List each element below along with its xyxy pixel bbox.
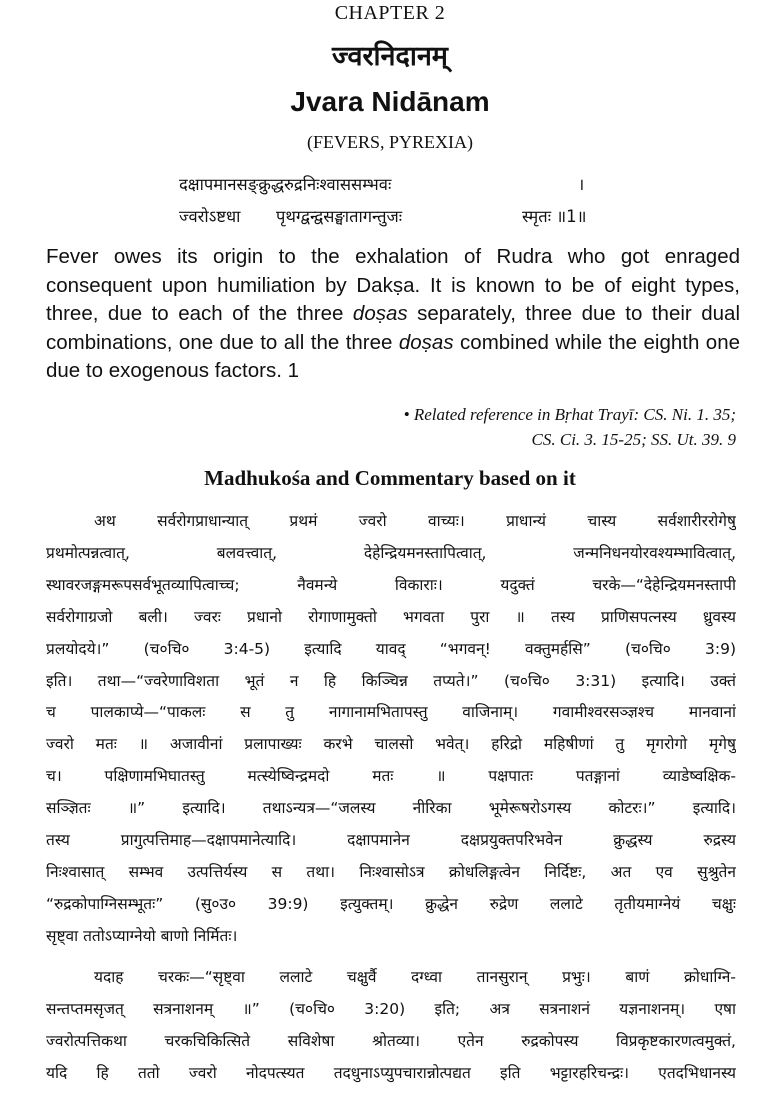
- commentary-line: सृष्ट्वा ततोऽप्याग्नेयो बाणो निर्मितः।: [46, 927, 238, 945]
- verse-line-2-part-c: स्मृतः ॥1॥: [522, 207, 587, 226]
- chapter-subtitle: (FEVERS, PYREXIA): [306, 132, 473, 152]
- verse-translation: [46, 243, 740, 386]
- translation-term-dosas-2: doṣas: [398, 330, 454, 354]
- commentary-line: च। पक्षिणामभिघातस्तु मत्स्येष्विन्द्रमदो मतः ॥ पक्षपातः पतङ्गानां व्याडेष्वक्षिक-: [46, 767, 736, 785]
- commentary-line: स्थावरजङ्गमरूपसर्वभूतव्यापित्वाच्च; नैवमन्ये विकाराः। यदुक्तं चरके—“देहेन्द्रियमनस्तापी: [46, 576, 736, 594]
- commentary-line: प्रथमोत्पन्नत्वात्, बलवत्त्वात्, देहेन्द्रियमनस्तापित्वात्, जन्मनिधनयोरवश्यम्भावित्वात्,: [46, 544, 736, 562]
- commentary-line: सन्तप्तमसृजत् सत्रनाशनम् ॥” (च०चि० 3:20) इति; अत्र सत्रनाशनं यज्ञनाशनम्। एषा: [46, 1000, 736, 1018]
- commentary-heading: Madhukośa and Commentary based on it: [204, 466, 576, 490]
- translation-part-1: Fever owes its origin to the exhalation of Rudra who got enraged consequent upon humiliation by Dakṣa. It is known to be of eight types, three, due to each of the three: [46, 245, 740, 326]
- commentary-line: अथ सर्वरोगप्राधान्यात् प्रथमं ज्वरो वाच्यः। प्राधान्यं चास्य सर्वशारीररोगेषु: [94, 512, 736, 530]
- verse-line-2-part-a: ज्वरोऽष्टधा: [179, 207, 241, 226]
- chapter-title-roman: Jvara Nidānam: [290, 86, 490, 117]
- commentary-line: तस्य प्रागुत्पत्तिमाह—दक्षापमानेत्यादि। दक्षापमानेन दक्षप्रयुक्तपरिभवेन क्रुद्धस्य रुद्रस्य: [46, 831, 736, 849]
- commentary-line: यदाह चरकः—“सृष्ट्वा ललाटे चक्षुर्वै दग्ध्वा तानसुरान् प्रभुः। बाणं क्रोधाग्नि-: [94, 968, 736, 986]
- translation-part-2: separately, three due to their dual combinations, one due to all the three: [46, 302, 740, 354]
- verse-line-2-part-b: पृथग्द्वन्द्वसङ्घातागन्तुजः: [276, 207, 403, 226]
- related-reference-line-1: • Related reference in Bṛhat Trayī: CS. Ni. 1. 35;: [403, 405, 736, 424]
- commentary-line: च पालकाप्ये—“पाकलः स तु नागानामभितापस्तु वाजिनाम्। गवामीश्वरसञ्ज्ञश्च मानवानां: [46, 703, 736, 721]
- chapter-title-devanagari: ज्वरनिदानम्: [332, 41, 448, 72]
- commentary-line: “रुद्रकोपाग्निसम्भूतः” (सु०उ० 39:9) इत्युक्तम्। क्रुद्धेन रुद्रेण ललाटे तृतीयमाग्नेयं चक्षुः: [46, 895, 736, 913]
- commentary-line: निःश्वासात् सम्भव उत्पत्तिर्यस्य स तथा। निःश्वासोऽत्र क्रोधलिङ्गत्वेन निर्दिष्टः, अत एव सुश्रुतेन: [46, 863, 736, 881]
- commentary-line: सर्वरोगाग्रजो बली। ज्वरः प्रधानो रोगाणामुक्तो भगवता पुरा ॥ तस्य प्राणिसपत्नस्य ध्रुवस्य: [46, 608, 736, 626]
- translation-term-dosas-1: doṣas: [352, 302, 408, 326]
- commentary-line: इति। तथा—“ज्वरेणाविशता भूतं न हि किञ्चिन्न तप्यते।” (च०चि० 3:31) इत्यादि। उक्तं: [46, 672, 736, 690]
- commentary-line: ज्वरोत्पत्तिकथा चरकचिकित्सिते सविशेषा श्रोतव्या। एतेन रुद्रकोपस्य विप्रकृष्टकारणत्वमुक्तं,: [46, 1032, 736, 1050]
- related-reference-line-2: CS. Ci. 3. 15-25; SS. Ut. 39. 9: [531, 430, 736, 449]
- translation-part-3: combined while the eighth one due to exogenous factors. 1: [46, 330, 740, 383]
- commentary-line: ज्वरो मतः ॥ अजावीनां प्रलापाख्यः करभे चालसो भवेत्। हरिद्रो महिषीणां तु मृगरोगो मृगेषु: [46, 735, 736, 753]
- commentary-line: प्रलयोदये।” (च०चि० 3:4-5) इत्यादि यावद् “भगवन्! वक्तुमर्हसि” (च०चि० 3:9): [46, 640, 736, 658]
- commentary-line: सञ्ज्ञितः ॥” इत्यादि। तथाऽन्यत्र—“जलस्य नीरिका भूमेरूषरोऽगस्य कोटरः।” इत्यादि।: [46, 799, 736, 817]
- verse-line-1-text: दक्षापमानसङ्क्रुद्धरुद्रनिःश्वाससम्भवः: [179, 175, 392, 194]
- chapter-label: CHAPTER 2: [334, 2, 446, 24]
- verse-line-1-danda: ।: [578, 175, 585, 194]
- commentary-line: यदि हि ततो ज्वरो नोदपत्स्यत तदधुनाऽप्युपचारान्नोत्पद्यत इति भट्टारहरिचन्द्रः। एतदभिधानस्य: [46, 1064, 736, 1082]
